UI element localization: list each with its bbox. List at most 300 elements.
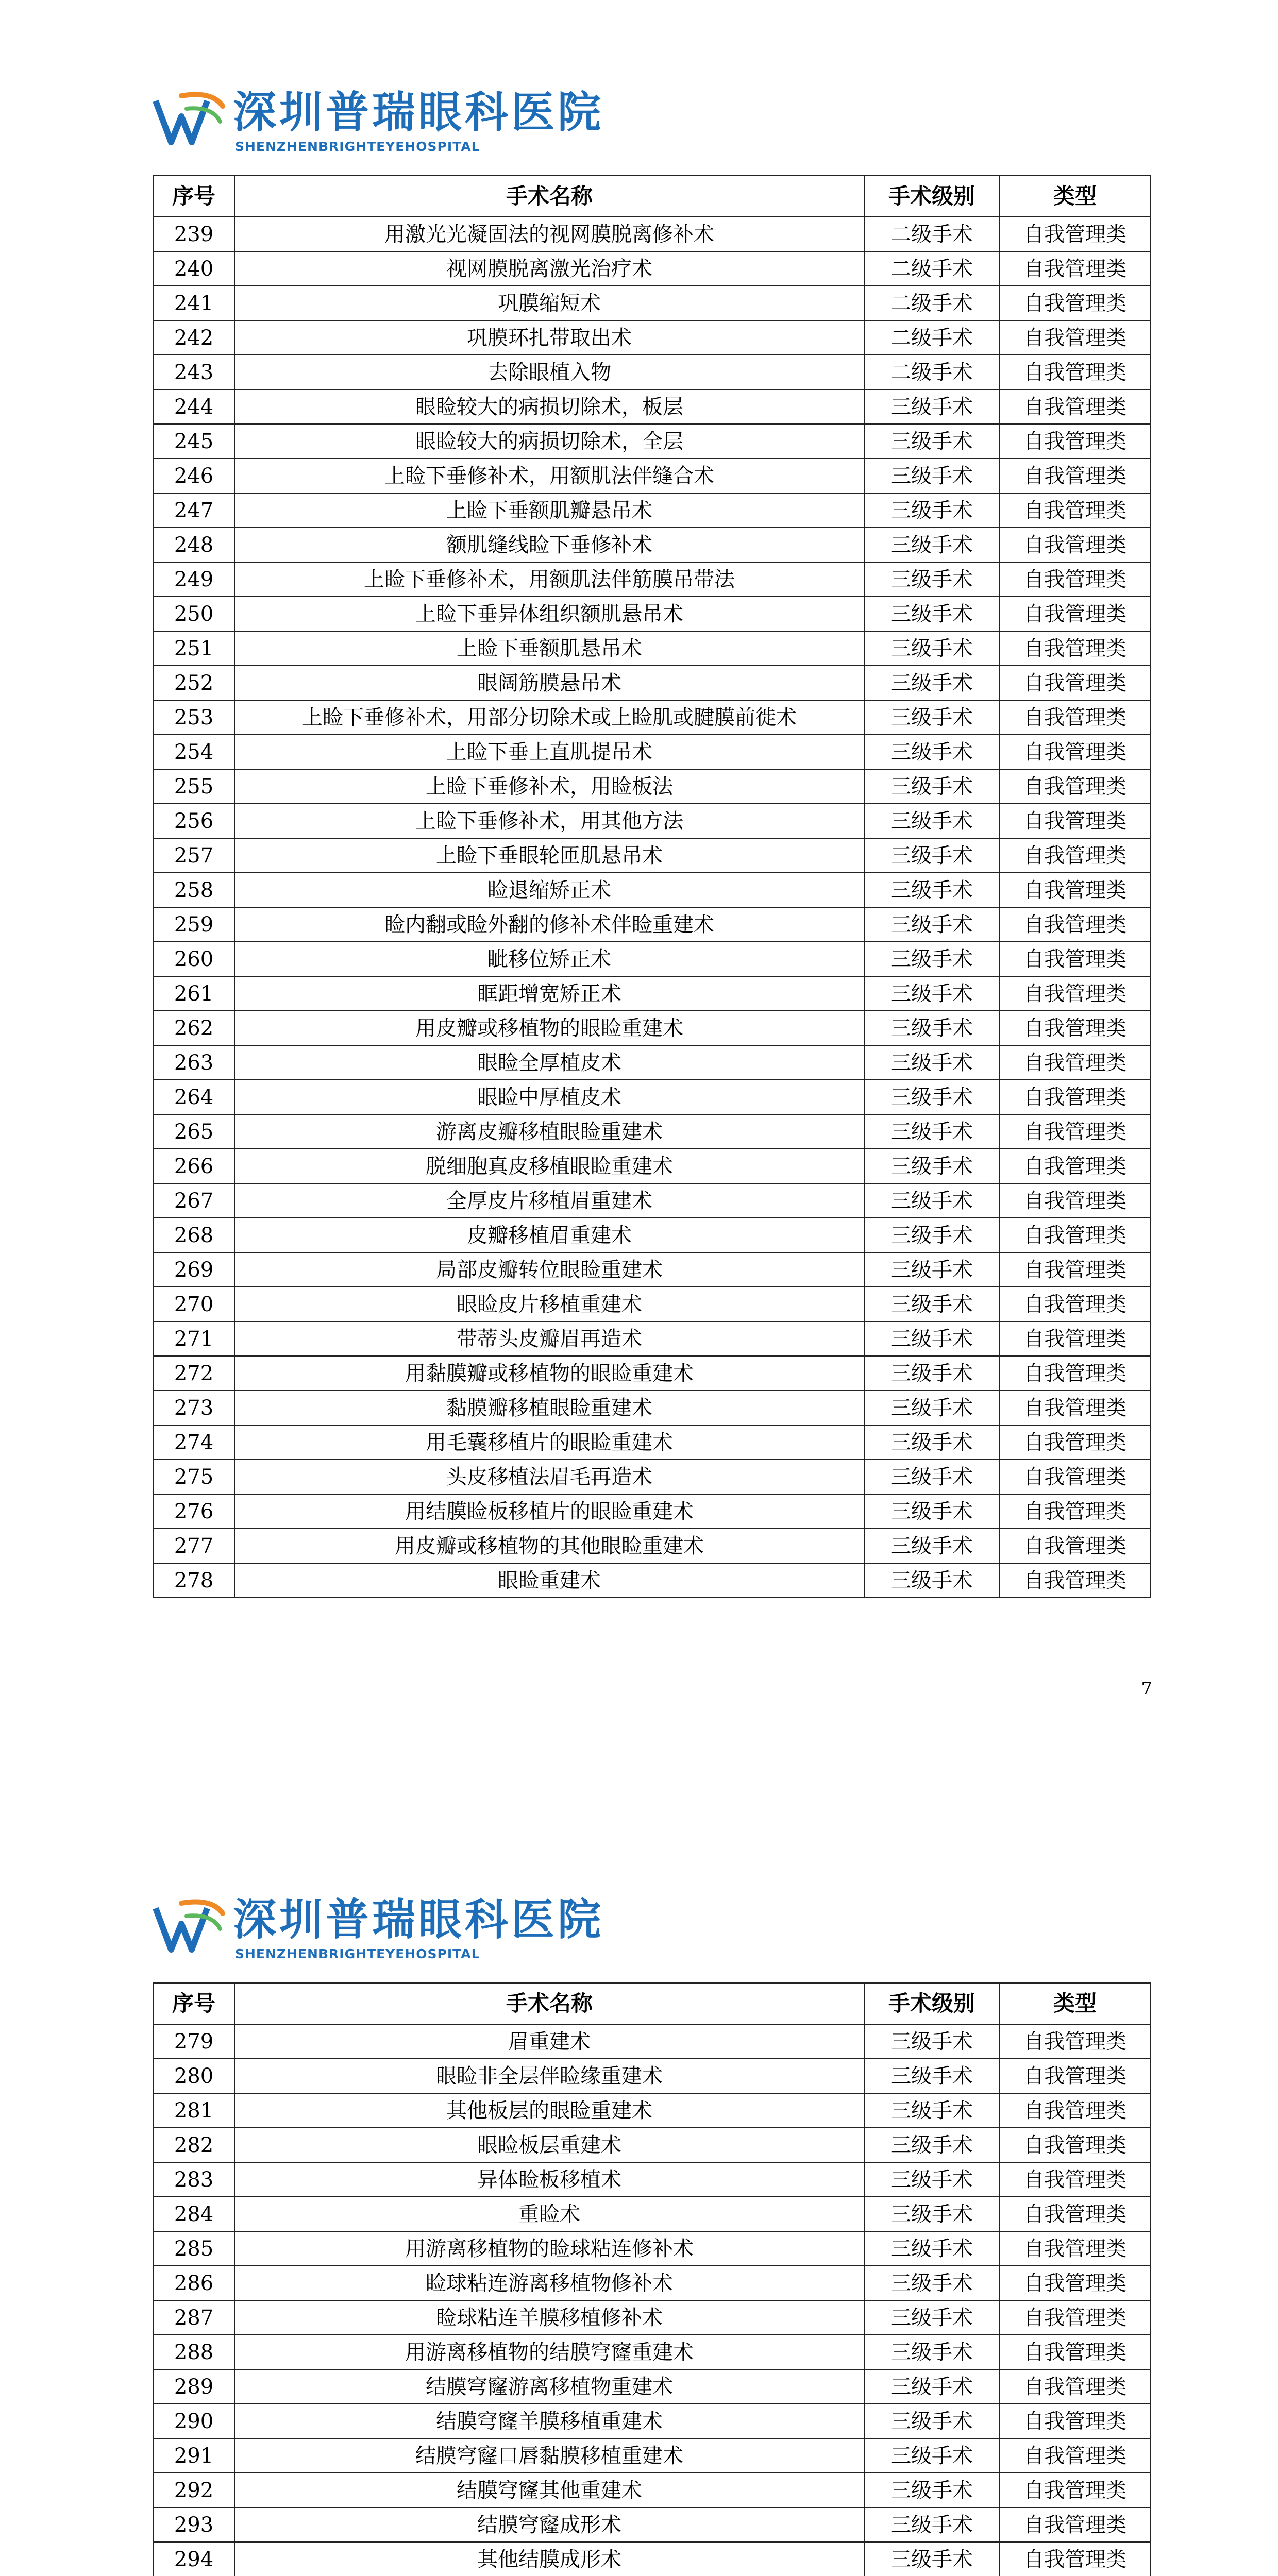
cell-level: 三级手术: [864, 2197, 999, 2231]
cell-name: 结膜穹窿成形术: [234, 2507, 864, 2542]
cell-level: 三级手术: [864, 424, 999, 459]
table-row: [153, 1563, 1151, 1598]
cell-name: 局部皮瓣转位眼睑重建术: [234, 1252, 864, 1287]
hospital-name-cn: 深圳普瑞眼科医院: [233, 87, 604, 138]
cell-name: 上睑下垂眼轮匝肌悬吊术: [234, 838, 864, 873]
table-row: [153, 1080, 1151, 1114]
cell-type: 自我管理类: [999, 2300, 1151, 2335]
cell-no: 247: [153, 493, 234, 528]
cell-name: 视网膜脱离激光治疗术: [234, 251, 864, 286]
cell-level: 三级手术: [864, 873, 999, 907]
hospital-name-en-word: HOSPITAL: [405, 1946, 480, 1961]
table-row: [153, 1011, 1151, 1045]
cell-no: 245: [153, 424, 234, 459]
cell-type: 自我管理类: [999, 1080, 1151, 1114]
table-row: [153, 1183, 1151, 1218]
cell-no: 274: [153, 1425, 234, 1460]
cell-type: 自我管理类: [999, 804, 1151, 838]
hospital-name-cn: 深圳普瑞眼科医院: [233, 1894, 604, 1945]
cell-level: 三级手术: [864, 528, 999, 562]
cell-type: 自我管理类: [999, 1252, 1151, 1287]
cell-level: 三级手术: [864, 1114, 999, 1149]
cell-no: 253: [153, 700, 234, 735]
cell-no: 279: [153, 2024, 234, 2059]
cell-no: 288: [153, 2335, 234, 2369]
cell-name: 眼睑较大的病损切除术，板层: [234, 389, 864, 424]
cell-type: 自我管理类: [999, 1321, 1151, 1356]
cell-level: 三级手术: [864, 838, 999, 873]
table-row: [153, 700, 1151, 735]
cell-level: 三级手术: [864, 2128, 999, 2162]
cell-type: 自我管理类: [999, 1563, 1151, 1598]
cell-name: 去除眼植入物: [234, 355, 864, 389]
cell-level: 三级手术: [864, 2542, 999, 2576]
document-page-2: [0, 1807, 1278, 2576]
cell-type: 自我管理类: [999, 1460, 1151, 1494]
cell-type: 自我管理类: [999, 873, 1151, 907]
cell-level: 三级手术: [864, 1183, 999, 1218]
cell-level: 三级手术: [864, 976, 999, 1011]
cell-type: 自我管理类: [999, 1011, 1151, 1045]
cell-no: 244: [153, 389, 234, 424]
cell-type: 自我管理类: [999, 1183, 1151, 1218]
cell-no: 280: [153, 2059, 234, 2093]
cell-no: 257: [153, 838, 234, 873]
table-row: [153, 769, 1151, 804]
cell-no: 286: [153, 2266, 234, 2300]
cell-no: 241: [153, 286, 234, 320]
cell-type: 自我管理类: [999, 597, 1151, 631]
table-row: [153, 2162, 1151, 2197]
cell-name: 用毛囊移植片的眼睑重建术: [234, 1425, 864, 1460]
cell-name: 其他结膜成形术: [234, 2542, 864, 2576]
cell-name: 上睑下垂修补术，用其他方法: [234, 804, 864, 838]
cell-no: 268: [153, 1218, 234, 1252]
cell-no: 276: [153, 1494, 234, 1529]
cell-type: 自我管理类: [999, 2507, 1151, 2542]
table-row: [153, 1356, 1151, 1391]
hospital-name-en-word: EYE: [376, 1946, 405, 1961]
header-level: 手术级别: [864, 176, 999, 217]
cell-type: 自我管理类: [999, 2438, 1151, 2473]
cell-level: 三级手术: [864, 2024, 999, 2059]
cell-type: 自我管理类: [999, 769, 1151, 804]
table-row: [153, 2473, 1151, 2507]
cell-name: 上睑下垂上直肌提吊术: [234, 735, 864, 769]
table-row: [153, 2438, 1151, 2473]
cell-type: 自我管理类: [999, 286, 1151, 320]
hospital-name-en: [235, 139, 480, 154]
cell-name: 用游离移植物的结膜穹窿重建术: [234, 2335, 864, 2369]
hospital-name-en: [235, 1946, 480, 1961]
cell-level: 三级手术: [864, 2300, 999, 2335]
cell-name: 上睑下垂额肌瓣悬吊术: [234, 493, 864, 528]
cell-level: 三级手术: [864, 2507, 999, 2542]
cell-no: 291: [153, 2438, 234, 2473]
cell-no: 292: [153, 2473, 234, 2507]
cell-name: 重睑术: [234, 2197, 864, 2231]
cell-type: 自我管理类: [999, 976, 1151, 1011]
cell-type: 自我管理类: [999, 700, 1151, 735]
cell-type: 自我管理类: [999, 838, 1151, 873]
cell-no: 287: [153, 2300, 234, 2335]
cell-level: 三级手术: [864, 562, 999, 597]
cell-level: 三级手术: [864, 2438, 999, 2473]
cell-type: 自我管理类: [999, 355, 1151, 389]
cell-no: 283: [153, 2162, 234, 2197]
cell-level: 三级手术: [864, 1321, 999, 1356]
cell-no: 250: [153, 597, 234, 631]
cell-no: 262: [153, 1011, 234, 1045]
header-type: 类型: [999, 1983, 1151, 2024]
cell-type: 自我管理类: [999, 631, 1151, 666]
cell-level: 三级手术: [864, 631, 999, 666]
hospital-name-en-word: EYE: [376, 139, 405, 154]
cell-no: 267: [153, 1183, 234, 1218]
cell-level: 三级手术: [864, 389, 999, 424]
cell-no: 258: [153, 873, 234, 907]
cell-type: 自我管理类: [999, 1529, 1151, 1563]
cell-level: 三级手术: [864, 2473, 999, 2507]
cell-type: 自我管理类: [999, 2059, 1151, 2093]
table-row: [153, 631, 1151, 666]
cell-level: 三级手术: [864, 1460, 999, 1494]
cell-no: 252: [153, 666, 234, 700]
cell-no: 277: [153, 1529, 234, 1563]
cell-level: 三级手术: [864, 597, 999, 631]
cell-no: 271: [153, 1321, 234, 1356]
cell-type: 自我管理类: [999, 493, 1151, 528]
cell-type: 自我管理类: [999, 251, 1151, 286]
cell-level: 三级手术: [864, 459, 999, 493]
cell-level: 三级手术: [864, 493, 999, 528]
cell-no: 254: [153, 735, 234, 769]
cell-type: 自我管理类: [999, 1149, 1151, 1183]
cell-name: 眼睑板层重建术: [234, 2128, 864, 2162]
table-row: [153, 2369, 1151, 2404]
cell-level: 三级手术: [864, 907, 999, 942]
cell-type: 自我管理类: [999, 2024, 1151, 2059]
cell-no: 264: [153, 1080, 234, 1114]
table-row: [153, 1321, 1151, 1356]
cell-name: 上睑下垂额肌悬吊术: [234, 631, 864, 666]
table-row: [153, 2404, 1151, 2438]
cell-type: 自我管理类: [999, 2128, 1151, 2162]
page-number: 7: [1141, 1679, 1152, 1699]
cell-type: 自我管理类: [999, 217, 1151, 251]
hospital-logo-icon: [150, 1893, 228, 1960]
cell-level: 二级手术: [864, 355, 999, 389]
table-row: [153, 2059, 1151, 2093]
cell-no: 242: [153, 320, 234, 355]
cell-no: 265: [153, 1114, 234, 1149]
cell-type: 自我管理类: [999, 2369, 1151, 2404]
cell-type: 自我管理类: [999, 1356, 1151, 1391]
cell-level: 三级手术: [864, 1011, 999, 1045]
cell-no: 281: [153, 2093, 234, 2128]
cell-name: 带蒂头皮瓣眉再造术: [234, 1321, 864, 1356]
cell-level: 三级手术: [864, 804, 999, 838]
cell-no: 293: [153, 2507, 234, 2542]
table-row: [153, 1287, 1151, 1321]
cell-no: 272: [153, 1356, 234, 1391]
cell-level: 三级手术: [864, 1356, 999, 1391]
cell-name: 睑球粘连游离移植物修补术: [234, 2266, 864, 2300]
cell-name: 眼睑非全层伴睑缘重建术: [234, 2059, 864, 2093]
cell-level: 三级手术: [864, 666, 999, 700]
cell-level: 三级手术: [864, 1391, 999, 1425]
cell-type: 自我管理类: [999, 1114, 1151, 1149]
cell-no: 266: [153, 1149, 234, 1183]
cell-level: 三级手术: [864, 2059, 999, 2093]
cell-name: 用游离移植物的睑球粘连修补术: [234, 2231, 864, 2266]
cell-name: 结膜穹窿口唇黏膜移植重建术: [234, 2438, 864, 2473]
cell-name: 眼睑较大的病损切除术，全层: [234, 424, 864, 459]
cell-name: 睑球粘连羊膜移植修补术: [234, 2300, 864, 2335]
cell-level: 三级手术: [864, 2335, 999, 2369]
cell-name: 眼睑全厚植皮术: [234, 1045, 864, 1080]
cell-type: 自我管理类: [999, 2335, 1151, 2369]
table-row: [153, 597, 1151, 631]
cell-type: 自我管理类: [999, 1425, 1151, 1460]
hospital-name-en-word: BRIGHT: [318, 1946, 377, 1961]
cell-name: 睑退缩矫正术: [234, 873, 864, 907]
table-row: [153, 1494, 1151, 1529]
table-row: [153, 459, 1151, 493]
header-name: 手术名称: [234, 1983, 864, 2024]
cell-name: 上睑下垂修补术，用部分切除术或上睑肌或腱膜前徙术: [234, 700, 864, 735]
cell-level: 二级手术: [864, 217, 999, 251]
cell-name: 脱细胞真皮移植眼睑重建术: [234, 1149, 864, 1183]
table-row: [153, 2542, 1151, 2576]
cell-level: 三级手术: [864, 2266, 999, 2300]
cell-name: 巩膜环扎带取出术: [234, 320, 864, 355]
cell-name: 用结膜睑板移植片的眼睑重建术: [234, 1494, 864, 1529]
table-header-row: [153, 176, 1151, 217]
table-row: [153, 1425, 1151, 1460]
cell-no: 289: [153, 2369, 234, 2404]
cell-name: 眼睑中厚植皮术: [234, 1080, 864, 1114]
cell-type: 自我管理类: [999, 2093, 1151, 2128]
cell-type: 自我管理类: [999, 1287, 1151, 1321]
table-row: [153, 251, 1151, 286]
table-header-row: [153, 1983, 1151, 2024]
cell-no: 259: [153, 907, 234, 942]
cell-no: 248: [153, 528, 234, 562]
hospital-name-en-word: HOSPITAL: [405, 139, 480, 154]
cell-no: 240: [153, 251, 234, 286]
cell-no: 285: [153, 2231, 234, 2266]
table-row: [153, 666, 1151, 700]
cell-no: 243: [153, 355, 234, 389]
table-row: [153, 804, 1151, 838]
table-row: [153, 493, 1151, 528]
table-row: [153, 1149, 1151, 1183]
cell-name: 睑内翻或睑外翻的修补术伴睑重建术: [234, 907, 864, 942]
table-row: [153, 2231, 1151, 2266]
cell-type: 自我管理类: [999, 1218, 1151, 1252]
cell-type: 自我管理类: [999, 2473, 1151, 2507]
hospital-name-en-word: SHENZHEN: [235, 139, 318, 154]
cell-level: 三级手术: [864, 1494, 999, 1529]
cell-no: 255: [153, 769, 234, 804]
hospital-logo: [150, 76, 666, 164]
cell-name: 眼睑重建术: [234, 1563, 864, 1598]
cell-name: 眉重建术: [234, 2024, 864, 2059]
cell-name: 游离皮瓣移植眼睑重建术: [234, 1114, 864, 1149]
header-name: 手术名称: [234, 176, 864, 217]
cell-name: 眼阔筋膜悬吊术: [234, 666, 864, 700]
cell-no: 269: [153, 1252, 234, 1287]
table-row: [153, 1218, 1151, 1252]
cell-name: 上睑下垂修补术，用额肌法伴筋膜吊带法: [234, 562, 864, 597]
cell-type: 自我管理类: [999, 562, 1151, 597]
cell-level: 三级手术: [864, 1563, 999, 1598]
table-row: [153, 873, 1151, 907]
surgery-table: [153, 1982, 1151, 2576]
table-row: [153, 907, 1151, 942]
cell-level: 二级手术: [864, 320, 999, 355]
table-row: [153, 976, 1151, 1011]
cell-no: 273: [153, 1391, 234, 1425]
cell-no: 294: [153, 2542, 234, 2576]
cell-level: 三级手术: [864, 2231, 999, 2266]
cell-no: 251: [153, 631, 234, 666]
cell-name: 上睑下垂修补术，用睑板法: [234, 769, 864, 804]
cell-name: 头皮移植法眉毛再造术: [234, 1460, 864, 1494]
cell-type: 自我管理类: [999, 459, 1151, 493]
cell-name: 全厚皮片移植眉重建术: [234, 1183, 864, 1218]
cell-level: 三级手术: [864, 942, 999, 976]
cell-no: 284: [153, 2197, 234, 2231]
cell-type: 自我管理类: [999, 2542, 1151, 2576]
cell-type: 自我管理类: [999, 1494, 1151, 1529]
cell-level: 三级手术: [864, 1529, 999, 1563]
cell-name: 眶距增宽矫正术: [234, 976, 864, 1011]
cell-type: 自我管理类: [999, 2162, 1151, 2197]
cell-level: 三级手术: [864, 1080, 999, 1114]
table-row: [153, 735, 1151, 769]
cell-name: 眦移位矫正术: [234, 942, 864, 976]
cell-no: 278: [153, 1563, 234, 1598]
cell-name: 用皮瓣或移植物的眼睑重建术: [234, 1011, 864, 1045]
cell-level: 二级手术: [864, 286, 999, 320]
cell-level: 三级手术: [864, 1287, 999, 1321]
table-row: [153, 286, 1151, 320]
table-row: [153, 355, 1151, 389]
cell-no: 239: [153, 217, 234, 251]
cell-level: 三级手术: [864, 769, 999, 804]
table-row: [153, 562, 1151, 597]
table-row: [153, 1252, 1151, 1287]
table-body: [153, 2024, 1151, 2576]
table-row: [153, 1529, 1151, 1563]
cell-name: 上睑下垂异体组织额肌悬吊术: [234, 597, 864, 631]
table-row: [153, 1391, 1151, 1425]
cell-no: 246: [153, 459, 234, 493]
hospital-logo: [150, 1884, 666, 1971]
cell-name: 上睑下垂修补术，用额肌法伴缝合术: [234, 459, 864, 493]
cell-type: 自我管理类: [999, 735, 1151, 769]
table-row: [153, 389, 1151, 424]
cell-no: 270: [153, 1287, 234, 1321]
cell-level: 三级手术: [864, 735, 999, 769]
table-row: [153, 2024, 1151, 2059]
cell-name: 结膜穹窿羊膜移植重建术: [234, 2404, 864, 2438]
cell-type: 自我管理类: [999, 942, 1151, 976]
cell-no: 282: [153, 2128, 234, 2162]
table-row: [153, 2093, 1151, 2128]
hospital-name-en-word: BRIGHT: [318, 139, 377, 154]
header-level: 手术级别: [864, 1983, 999, 2024]
table-row: [153, 1114, 1151, 1149]
cell-type: 自我管理类: [999, 1045, 1151, 1080]
cell-level: 三级手术: [864, 1252, 999, 1287]
table-row: [153, 2507, 1151, 2542]
cell-type: 自我管理类: [999, 2197, 1151, 2231]
cell-type: 自我管理类: [999, 907, 1151, 942]
cell-no: 249: [153, 562, 234, 597]
table-row: [153, 2266, 1151, 2300]
cell-level: 三级手术: [864, 2162, 999, 2197]
cell-level: 三级手术: [864, 2093, 999, 2128]
cell-type: 自我管理类: [999, 2266, 1151, 2300]
table-row: [153, 2128, 1151, 2162]
cell-no: 275: [153, 1460, 234, 1494]
cell-name: 巩膜缩短术: [234, 286, 864, 320]
table-row: [153, 528, 1151, 562]
cell-name: 结膜穹窿游离移植物重建术: [234, 2369, 864, 2404]
cell-type: 自我管理类: [999, 320, 1151, 355]
table-body: [153, 217, 1151, 1598]
cell-no: 260: [153, 942, 234, 976]
cell-no: 261: [153, 976, 234, 1011]
cell-name: 黏膜瓣移植眼睑重建术: [234, 1391, 864, 1425]
table-row: [153, 942, 1151, 976]
cell-level: 三级手术: [864, 1045, 999, 1080]
table-row: [153, 1460, 1151, 1494]
cell-name: 皮瓣移植眉重建术: [234, 1218, 864, 1252]
cell-level: 三级手术: [864, 1149, 999, 1183]
hospital-logo-icon: [150, 86, 228, 152]
header-no: 序号: [153, 176, 234, 217]
table-row: [153, 2197, 1151, 2231]
cell-level: 二级手术: [864, 251, 999, 286]
cell-level: 三级手术: [864, 700, 999, 735]
cell-level: 三级手术: [864, 1218, 999, 1252]
cell-name: 眼睑皮片移植重建术: [234, 1287, 864, 1321]
cell-name: 额肌缝线睑下垂修补术: [234, 528, 864, 562]
surgery-table: [153, 175, 1151, 1598]
cell-name: 异体睑板移植术: [234, 2162, 864, 2197]
cell-no: 256: [153, 804, 234, 838]
cell-name: 用激光光凝固法的视网膜脱离修补术: [234, 217, 864, 251]
cell-level: 三级手术: [864, 2404, 999, 2438]
cell-level: 三级手术: [864, 1425, 999, 1460]
header-type: 类型: [999, 176, 1151, 217]
header-no: 序号: [153, 1983, 234, 2024]
table-row: [153, 1045, 1151, 1080]
table-row: [153, 424, 1151, 459]
cell-type: 自我管理类: [999, 1391, 1151, 1425]
cell-no: 263: [153, 1045, 234, 1080]
cell-type: 自我管理类: [999, 666, 1151, 700]
table-row: [153, 838, 1151, 873]
cell-type: 自我管理类: [999, 389, 1151, 424]
cell-type: 自我管理类: [999, 2404, 1151, 2438]
table-row: [153, 2300, 1151, 2335]
table-row: [153, 217, 1151, 251]
